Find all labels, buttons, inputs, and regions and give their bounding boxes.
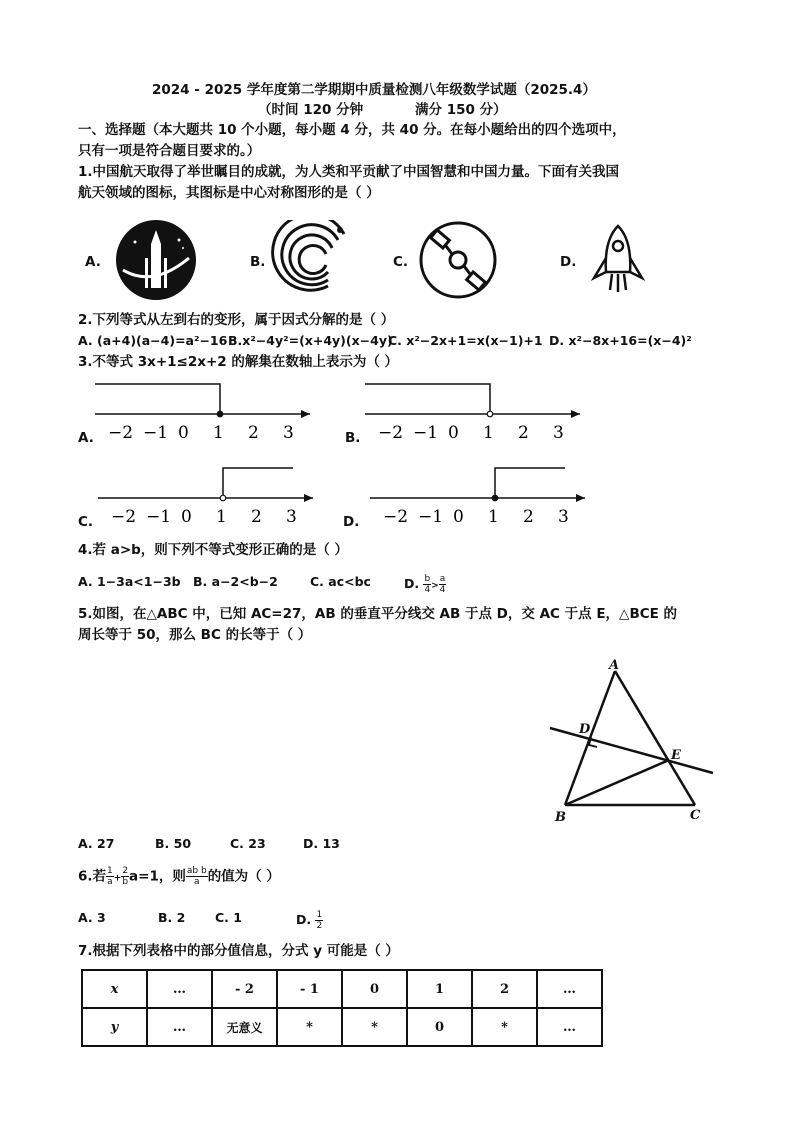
tick-label: 3: [558, 507, 569, 527]
tick-label: 1: [488, 507, 499, 527]
tick-label: −2: [108, 423, 134, 443]
axis-arrow: [301, 410, 310, 418]
table-cell: 无意义: [212, 1008, 277, 1046]
q5-option-d: D. 13: [303, 836, 340, 851]
tick-label: 2: [248, 423, 259, 443]
table-cell: x: [82, 970, 147, 1008]
number-line-a: [95, 378, 320, 448]
table-cell: - 1: [277, 970, 342, 1008]
q4-option-b: B. a−2<b−2: [193, 574, 278, 589]
tick-label: −1: [146, 507, 172, 527]
tick-label: 0: [453, 507, 464, 527]
table-cell: 2: [472, 970, 537, 1008]
tick-label: 1: [213, 423, 224, 443]
q7-stem: 7.根据下列表格中的部分值信息，分式 y 可能是（ ）: [78, 943, 399, 959]
q6-stem-prefix: 6.若: [78, 868, 107, 885]
tick-label: 3: [553, 423, 564, 443]
table-cell: …: [147, 970, 212, 1008]
solution-ray: [495, 468, 565, 498]
rocket-outline-icon: [588, 222, 648, 298]
number-line-d: [370, 462, 595, 532]
solution-ray: [223, 468, 293, 498]
q3-option-d-label: D.: [343, 514, 360, 530]
q3-option-c-label: C.: [78, 514, 94, 530]
q6-option-c: C. 1: [215, 910, 242, 925]
point-c-label: C: [690, 808, 701, 823]
q6-stem: 6.若 $\frac{1}{a}$ + $\frac{2}{b}$ a=1，则 $\frac{\text{ab b}}{a}$ 的值为（ ）: [78, 866, 280, 887]
table-cell: *: [277, 1008, 342, 1046]
fraction-b-over-4: $\frac{b}{4}$: [424, 574, 431, 595]
exam-time: （时间 120 分钟: [258, 102, 364, 118]
solution-ray: [95, 384, 220, 414]
tick-label: 0: [181, 507, 192, 527]
number-line-c: [98, 462, 323, 532]
fraction-ab-b-over-a: $\frac{\text{ab b}}{a}$: [186, 866, 207, 887]
section-instructions-1: 一、选择题（本大题共 10 个小题，每小题 4 分，共 40 分。在每小题给出的四个选项中，: [78, 122, 626, 138]
q2-option-d: D. x²−8x+16=(x−4)²: [549, 333, 692, 348]
q4-option-d: D. $\frac{b}{4}$ > $\frac{a}{4}$: [404, 574, 446, 595]
solution-ray: [365, 384, 490, 414]
q5-stem-1: 5.如图，在△ABC 中，已知 AC=27，AB 的垂直平分线交 AB 于点 D，交 AC 于点 E，△BCE 的: [78, 606, 678, 622]
endpoint-dot: [220, 495, 226, 501]
q2-stem: 2.下列等式从左到右的变形，属于因式分解的是（ ）: [78, 312, 395, 328]
table-cell: 1: [407, 970, 472, 1008]
table-cell: *: [342, 1008, 407, 1046]
fraction-2-over-b: $\frac{2}{b}$: [122, 866, 129, 887]
q6-stem-suffix: 的值为（ ）: [207, 868, 280, 885]
q1-stem-2: 航天领域的图标，其图标是中心对称图形的是（ ）: [78, 185, 380, 201]
tick-label: 2: [518, 423, 529, 443]
tick-label: −1: [413, 423, 439, 443]
tick-label: 2: [523, 507, 534, 527]
q2-option-b: B.x²−4y²=(x+4y)(x−4y): [228, 333, 393, 348]
q1-stem-1: 1.中国航天取得了举世瞩目的成就，为人类和平贡献了中国智慧和中国力量。下面有关我国: [78, 164, 620, 180]
page-title: 2024 - 2025 学年度第二学期期中质量检测八年级数学试题（2025.4）: [152, 82, 596, 98]
q5-option-c: C. 23: [230, 836, 266, 851]
axis-arrow: [304, 494, 313, 502]
q6-option-d: [296, 910, 323, 931]
tick-label: 3: [283, 423, 294, 443]
q2-option-a: A. (a+4)(a−4)=a²−16: [78, 333, 228, 348]
table-cell: y: [82, 1008, 147, 1046]
tick-label: 0: [178, 423, 189, 443]
rocket-circle-emblem-icon: [113, 218, 199, 302]
table-cell: …: [537, 970, 602, 1008]
satellite-circle-emblem-icon: [418, 220, 498, 300]
point-d-label: D: [579, 722, 591, 737]
q4-stem: 4.若 a>b，则下列不等式变形正确的是（ ）: [78, 542, 349, 558]
q3-option-a-label: A.: [78, 430, 94, 446]
point-e-label: E: [671, 748, 681, 763]
section-instructions-2: 只有一项是符合题目要求的。）: [78, 143, 261, 159]
tick-label: 3: [286, 507, 297, 527]
q4-option-d-label: D.: [404, 576, 420, 591]
table-cell: - 2: [212, 970, 277, 1008]
table-cell: 0: [407, 1008, 472, 1046]
tick-label: 1: [216, 507, 227, 527]
exam-score: 满分 150 分）: [415, 102, 507, 118]
table-cell: …: [537, 1008, 602, 1046]
fraction-1-over-a: $\frac{1}{a}$: [107, 866, 113, 887]
q2-option-c: C. x²−2x+1=x(x−1)+1: [388, 333, 543, 348]
table-cell: …: [147, 1008, 212, 1046]
table-cell: *: [472, 1008, 537, 1046]
q1-option-a-label: A.: [85, 254, 101, 270]
table-row-y: [82, 1008, 602, 1046]
orbit-arcs-emblem-icon: [268, 220, 348, 300]
q6-option-b: B. 2: [158, 910, 186, 925]
tick-label: 2: [251, 507, 262, 527]
tick-label: 1: [483, 423, 494, 443]
q6-option-d-label: D.: [296, 912, 312, 927]
point-b-label: B: [555, 810, 566, 825]
q1-option-d-label: D.: [560, 254, 577, 270]
q3-option-b-label: B.: [345, 430, 361, 446]
point-a-label: A: [609, 658, 620, 673]
number-line-b: [365, 378, 590, 448]
triangle-diagram: [545, 655, 725, 825]
q6-option-a: A. 3: [78, 910, 106, 925]
axis-arrow: [571, 410, 580, 418]
tick-label: 0: [448, 423, 459, 443]
q1-option-b-label: B.: [250, 254, 266, 270]
fraction-a-over-4: $\frac{a}{4}$: [439, 574, 446, 595]
table-row-x: [82, 970, 602, 1008]
q1-option-c-label: C.: [393, 254, 409, 270]
fraction-1-over-2: $\frac{1}{2}$: [316, 910, 323, 931]
tick-label: −1: [418, 507, 444, 527]
table-cell: 0: [342, 970, 407, 1008]
endpoint-dot: [217, 411, 223, 417]
q4-option-a: A. 1−3a<1−3b: [78, 574, 181, 589]
tick-label: −1: [143, 423, 169, 443]
endpoint-dot: [492, 495, 498, 501]
axis-arrow: [576, 494, 585, 502]
q3-stem: 3.不等式 3x+1≤2x+2 的解集在数轴上表示为（ ）: [78, 354, 399, 370]
q6-stem-mid: a=1，则: [129, 868, 186, 885]
tick-label: −2: [378, 423, 404, 443]
tick-label: −2: [111, 507, 137, 527]
q5-option-a: A. 27: [78, 836, 115, 851]
q5-stem-2: 周长等于 50，那么 BC 的长等于（ ）: [78, 627, 312, 643]
q4-option-c: C. ac<bc: [310, 574, 371, 589]
endpoint-dot: [487, 411, 493, 417]
tick-label: −2: [383, 507, 409, 527]
value-table: [81, 969, 603, 1047]
q5-option-b: B. 50: [155, 836, 192, 851]
